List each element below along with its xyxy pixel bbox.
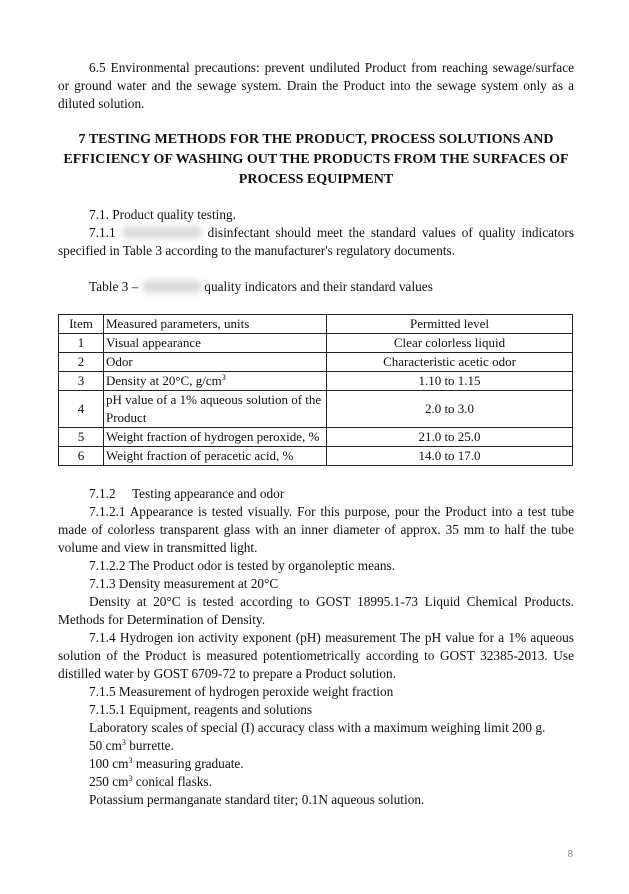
row-item: 5 — [59, 428, 104, 447]
page-number: 8 — [567, 848, 573, 860]
paragraph-number: 7.1.1 — [89, 225, 116, 240]
table-3-caption — [58, 278, 574, 296]
paragraph-density-method: Density at 20°C is tested according to GOST 18995.1-73 Liquid Chemical Products. Methods for Determination of Density. — [58, 594, 574, 627]
section-7-heading: 7 TESTING METHODS FOR THE PRODUCT, PROCESS SOLUTIONS AND EFFICIENCY OF WASHING OUT THE PRODUCTS FROM THE SURFACES OF PROCESS EQUIPMENT — [63, 132, 569, 187]
paragraph-7-1-2-1: 7.1.2.1 Appearance is tested visually. For this purpose, pour the Product into a test tube made of colorless transparent glass with an inner diameter of approx. 35 mm to half the tube volume and view in transmitted light. — [58, 504, 574, 555]
row-level: Clear colorless liquid — [327, 334, 573, 353]
superscript: 3 — [221, 373, 226, 382]
row-item: 3 — [59, 372, 104, 391]
equipment-burette — [58, 737, 574, 755]
row-parameter: Weight fraction of peracetic acid, % — [104, 447, 327, 466]
row-item: 1 — [59, 334, 104, 353]
paragraph-7-1-5-1: 7.1.5.1 Equipment, reagents and solutions — [89, 702, 313, 717]
row-item: 6 — [59, 447, 104, 466]
equipment-text: conical flasks. — [132, 774, 212, 789]
row-parameter: Weight fraction of hydrogen peroxide, % — [104, 428, 327, 447]
caption-prefix: Table 3 – — [89, 279, 139, 294]
table-row — [59, 447, 573, 466]
row-level: Characteristic acetic odor — [327, 353, 573, 372]
header-parameters: Measured parameters, units — [104, 315, 327, 334]
equipment-scales: Laboratory scales of special (I) accuracy class with a maximum weighing limit 200 g. — [89, 720, 546, 735]
paragraph-7-1-1 — [58, 224, 574, 260]
product-quality-testing-title: 7.1. Product quality testing. — [89, 207, 236, 222]
parameter-text: Density at 20°C, g/cm — [106, 373, 222, 388]
table-header-row — [59, 315, 573, 334]
paragraph-7-1-2-2: 7.1.2.2 The Product odor is tested by organoleptic means. — [89, 558, 396, 573]
row-item: 4 — [59, 391, 104, 428]
header-item: Item — [59, 315, 104, 334]
env-precautions-paragraph: 6.5 Environmental precautions: prevent undiluted Product from reaching sewage/surface or ground water and the sewage system. Drain the Product into the sewage system only as a diluted solution. — [58, 60, 574, 111]
superscript: 3 — [128, 756, 133, 765]
row-level: 21.0 to 25.0 — [327, 428, 573, 447]
redacted-product-name — [122, 226, 202, 239]
paragraph-7-1-3: 7.1.3 Density measurement at 20°C — [89, 576, 279, 591]
caption-suffix: quality indicators and their standard values — [204, 279, 433, 294]
equipment-text: 100 cm — [89, 756, 129, 771]
equipment-text: burrette. — [125, 738, 174, 753]
paragraph-7-1-2: 7.1.2 Testing appearance and odor — [89, 486, 285, 501]
equipment-graduate — [58, 755, 574, 773]
quality-indicators-table — [58, 314, 573, 466]
equipment-flasks — [58, 773, 574, 791]
table-row — [59, 334, 573, 353]
row-level: 1.10 to 1.15 — [327, 372, 573, 391]
row-parameter — [104, 372, 327, 391]
paragraph-7-1-5: 7.1.5 Measurement of hydrogen peroxide weight fraction — [89, 684, 394, 699]
table-row — [59, 391, 573, 428]
row-level: 2.0 to 3.0 — [327, 391, 573, 428]
superscript: 3 — [121, 738, 126, 747]
equipment-text: 250 cm — [89, 774, 129, 789]
redacted-product-name — [142, 280, 202, 293]
equipment-text: 50 cm — [89, 738, 122, 753]
paragraph-7-1-4: 7.1.4 Hydrogen ion activity exponent (pH) measurement The pH value for a 1% aqueous solution of the Product is measured potentiometrically according to GOST 32385-2013. Use distilled water by GOST 6709-72 to prepare a Product solution. — [58, 630, 574, 681]
row-item: 2 — [59, 353, 104, 372]
row-parameter: pH value of a 1% aqueous solution of the Product — [104, 391, 327, 428]
equipment-titer: Potassium permanganate standard titer; 0.1N aqueous solution. — [89, 792, 425, 807]
document-page — [58, 59, 574, 809]
superscript: 3 — [128, 774, 133, 783]
row-parameter: Odor — [104, 353, 327, 372]
table-row — [59, 353, 573, 372]
row-parameter: Visual appearance — [104, 334, 327, 353]
header-permitted-level: Permitted level — [327, 315, 573, 334]
row-level: 14.0 to 17.0 — [327, 447, 573, 466]
equipment-text: measuring graduate. — [132, 756, 244, 771]
paragraph-text: disinfectant should meet the standard values of quality indicators specified in Table 3 according to the manufacturer's regulatory documents. — [58, 225, 574, 258]
table-row — [59, 372, 573, 391]
table-row — [59, 428, 573, 447]
